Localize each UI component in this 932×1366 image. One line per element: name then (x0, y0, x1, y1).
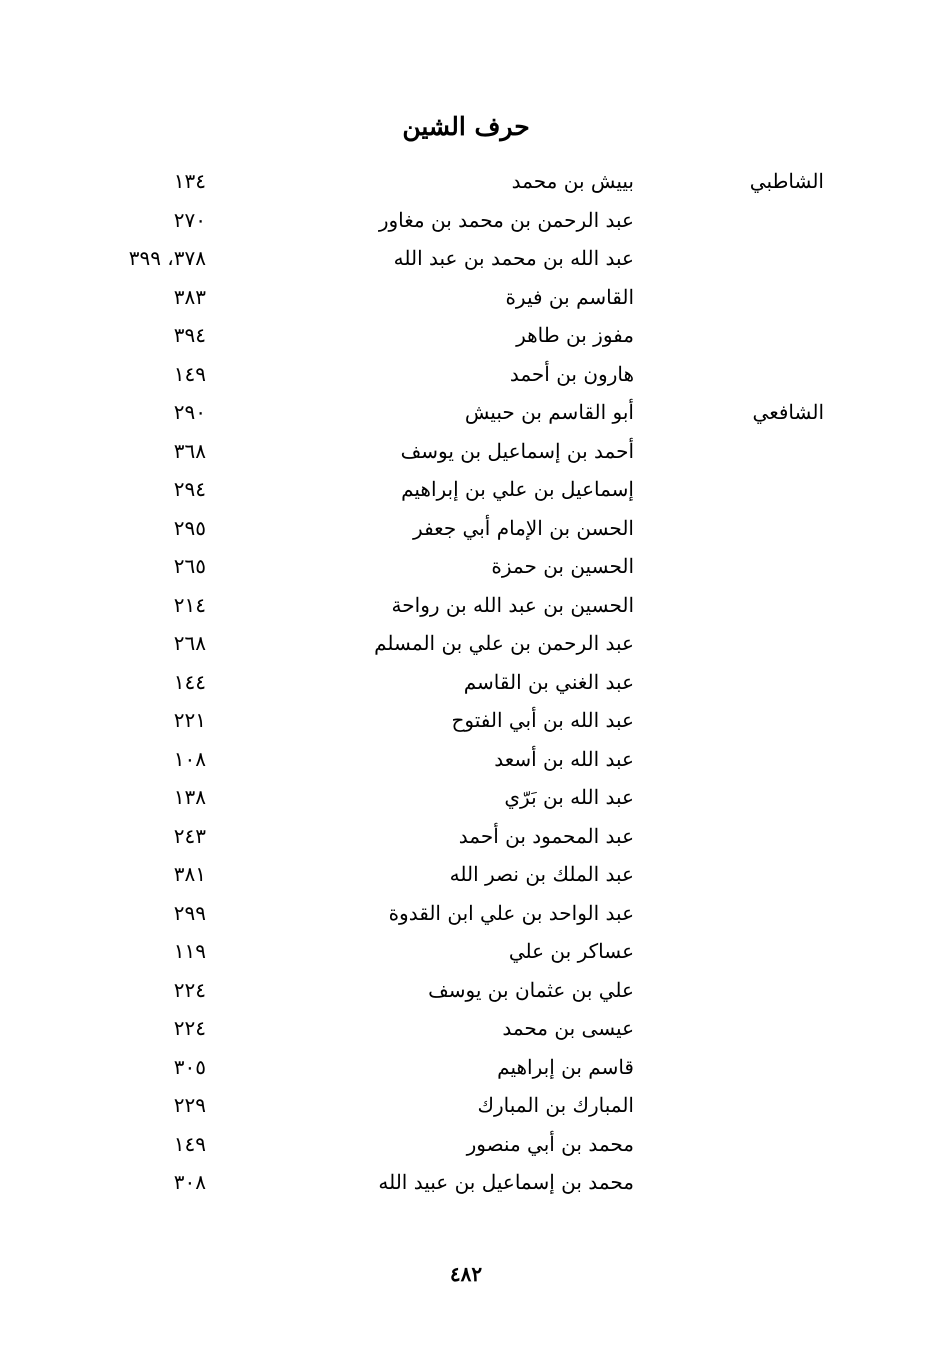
person-name: الحسين بن عبد الله بن رواحة (391, 592, 634, 617)
person-name: عبد الملك بن نصر الله (449, 862, 634, 886)
person-name: قاسم بن إبراهيم (497, 1054, 634, 1079)
list-item (0, 201, 932, 240)
person-name: عبد الرحمن بن علي بن المسلم (374, 631, 634, 655)
page-references: ١٣٨ (173, 785, 206, 809)
list-item (0, 278, 932, 317)
index-list (0, 162, 932, 1202)
person-name: هارون بن أحمد (509, 361, 634, 386)
person-name: عبد الغني بن القاسم (463, 669, 634, 694)
person-name: بييش بن محمد (511, 169, 634, 193)
page-references: ٢٩٥ (173, 515, 206, 540)
person-name: عساكر بن علي (508, 939, 634, 963)
page-references: ٢٩٤ (173, 477, 206, 501)
page-references: ٣٨١ (173, 862, 206, 886)
person-name: عبد الله بن أسعد (494, 746, 634, 771)
page-references: ١٠٨ (173, 746, 206, 771)
page-references: ٢١٤ (173, 592, 206, 617)
list-item (0, 1163, 932, 1202)
page-references: ٢٩٩ (173, 900, 206, 925)
person-name: الحسن بن الإمام أبي جعفر (413, 515, 634, 540)
page-title: حرف الشين (402, 112, 530, 141)
page-references: ٣٠٥ (173, 1054, 206, 1079)
list-item (0, 316, 932, 355)
person-name: الحسين بن حمزة (491, 554, 634, 578)
page-references: ٢٢١ (173, 708, 206, 732)
person-name: أحمد بن إسماعيل بن يوسف (400, 438, 634, 463)
page-references: ٢٧٠ (173, 207, 206, 232)
list-item (0, 1009, 932, 1048)
person-name: محمد بن أبي منصور (466, 1131, 634, 1156)
list-item (0, 547, 932, 586)
page-number: ٤٨٢ (449, 1262, 483, 1286)
list-item (0, 1086, 932, 1125)
list-item (0, 855, 932, 894)
page-references: ٢٢٤ (173, 977, 206, 1002)
page-references: ٣٨٣ (173, 284, 206, 309)
person-name: عيسى بن محمد (502, 1016, 634, 1040)
list-item (0, 355, 932, 394)
page-references: ٢٢٩ (173, 1093, 206, 1117)
list-item (0, 1125, 932, 1164)
page-references: ١١٩ (173, 939, 206, 963)
person-name: المبارك بن المبارك (477, 1093, 634, 1117)
page-references: ١٤٩ (173, 1131, 206, 1156)
list-item (0, 1048, 932, 1087)
page-references: ٢٦٥ (173, 554, 206, 578)
person-name: علي بن عثمان بن يوسف (428, 977, 634, 1002)
list-item (0, 740, 932, 779)
person-name: عبد الله بن بَرّي (504, 785, 634, 809)
list-item (0, 162, 932, 201)
person-name: عبد الرحمن بن محمد بن مغاور (378, 207, 634, 232)
list-item (0, 586, 932, 625)
list-item (0, 624, 932, 663)
person-name: القاسم بن فيرة (505, 284, 634, 309)
person-name: مفوز بن طاهر (516, 323, 634, 347)
page-references: ١٤٤ (173, 669, 206, 694)
page-references: ١٤٩ (173, 361, 206, 386)
page-references: ٢٢٤ (173, 1016, 206, 1040)
person-name: عبد الواحد بن علي ابن القدوة (388, 900, 634, 925)
person-name: إسماعيل بن علي بن إبراهيم (401, 477, 634, 501)
person-name: محمد بن إسماعيل بن عبيد الله (378, 1170, 634, 1194)
person-name: عبد المحمود بن أحمد (458, 823, 634, 848)
page-references: ٣٧٨، ٣٩٩ (128, 246, 206, 270)
person-name: عبد الله بن أبي الفتوح (451, 708, 634, 732)
page-references: ٢٩٠ (173, 400, 206, 424)
list-item (0, 432, 932, 471)
list-item (0, 701, 932, 740)
list-item (0, 817, 932, 856)
list-item (0, 239, 932, 278)
list-item (0, 971, 932, 1010)
list-item (0, 470, 932, 509)
nisba-label: الشافعي (752, 400, 824, 424)
list-item (0, 778, 932, 817)
page-references: ٣٠٨ (173, 1170, 206, 1194)
page-references: ١٣٤ (173, 169, 206, 193)
list-item (0, 393, 932, 432)
list-item (0, 509, 932, 548)
page-references: ٣٩٤ (173, 323, 206, 347)
person-name: أبو القاسم بن حبيش (464, 400, 634, 424)
list-item (0, 663, 932, 702)
list-item (0, 932, 932, 971)
page-references: ٣٦٨ (173, 438, 206, 463)
page-references: ٢٤٣ (173, 823, 206, 848)
page-references: ٢٦٨ (173, 631, 206, 655)
list-item (0, 894, 932, 933)
nisba-label: الشاطبي (749, 169, 824, 193)
person-name: عبد الله بن محمد بن عبد الله (393, 246, 634, 270)
